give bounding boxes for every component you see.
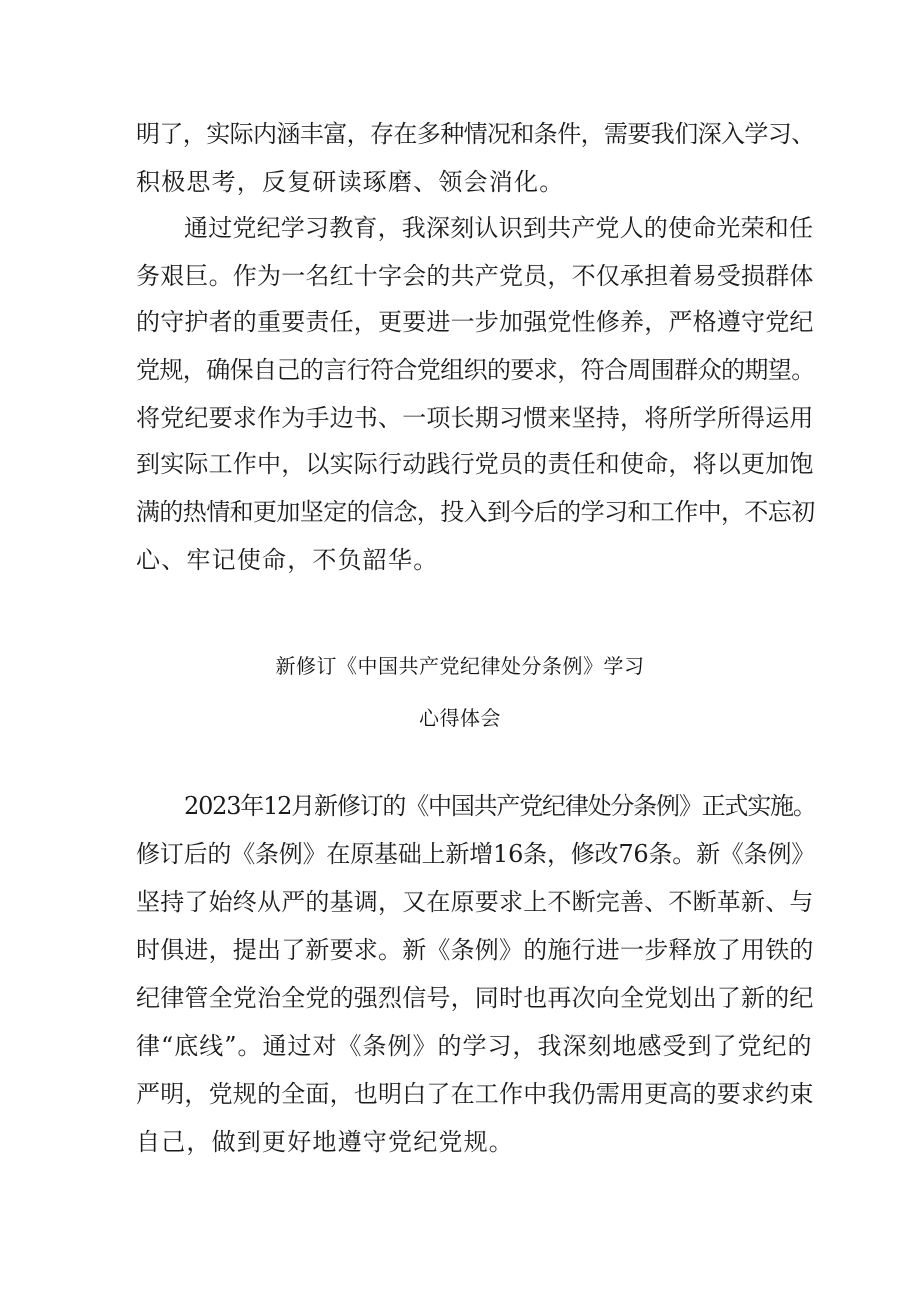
body-line: 自己，做到更好地遵守党纪党规。 (136, 1128, 514, 1156)
body-line: 时俱进，提出了新要求。新《条例》的施行进一步释放了用铁的 (136, 936, 814, 964)
article-title-line-1: 新修订《中国共产党纪律处分条例》学习 (275, 654, 645, 678)
body-line: 修订后的《条例》在原基础上新增16条，修改76条。新《条例》 (136, 840, 816, 868)
body-line: 明了，实际内涵丰富，存在多种情况和条件，需要我们深入学习、 (136, 120, 815, 148)
paragraph-first-line: 2023年12月新修订的《中国共产党纪律处分条例》正式实施。 (184, 792, 816, 820)
body-line: 满的热情和更加坚定的信念，投入到今后的学习和工作中，不忘初 (136, 498, 815, 526)
body-line: 律“底线”。通过对《条例》的学习，我深刻地感受到了党纪的 (136, 1032, 813, 1060)
body-line: 积极思考，反复研读琢磨、领会消化。 (136, 168, 565, 196)
body-line: 严明，党规的全面，也明白了在工作中我仍需用更高的要求约束 (136, 1080, 814, 1108)
body-line: 坚持了始终从严的基调，又在原要求上不断完善、不断革新、与 (136, 888, 814, 916)
body-line: 纪律管全党治全党的强烈信号，同时也再次向全党划出了新的纪 (136, 984, 814, 1012)
body-line: 的守护者的重要责任，更要进一步加强党性修养，严格遵守党纪 (136, 308, 814, 336)
body-line: 心、牢记使命，不负韶华。 (136, 546, 439, 574)
article-title-line-2: 心得体会 (419, 706, 501, 730)
body-line: 党规，确保自己的言行符合党组织的要求，符合周围群众的期望。 (136, 356, 815, 384)
paragraph-first-line: 通过党纪学习教育，我深刻认识到共产党人的使命光荣和任 (184, 214, 814, 242)
body-line: 务艰巨。作为一名红十字会的共产党员，不仅承担着易受损群体 (136, 262, 814, 290)
body-line: 将党纪要求作为手边书、一项长期习惯来坚持，将所学所得运用 (136, 404, 814, 432)
body-line: 到实际工作中，以实际行动践行党员的责任和使命，将以更加饱 (136, 450, 814, 478)
